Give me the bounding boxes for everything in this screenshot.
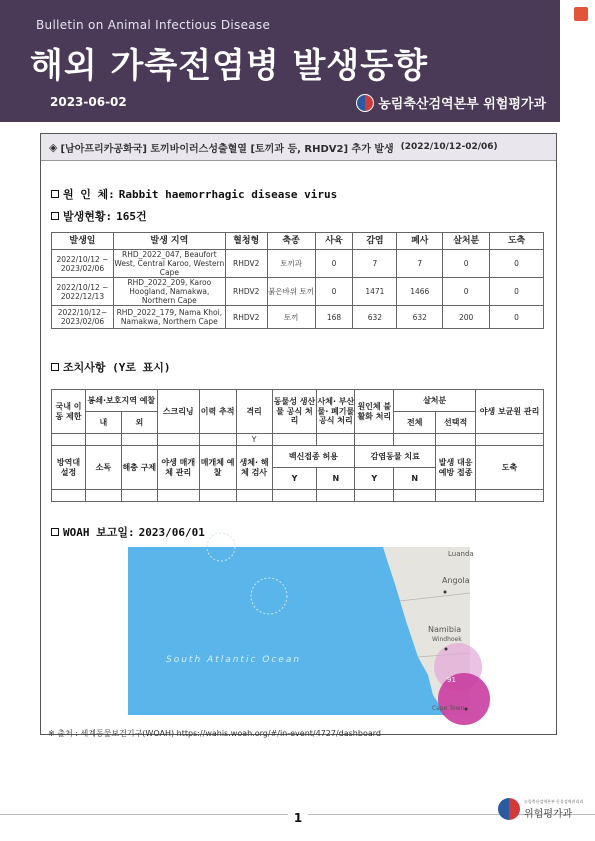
measure-header: 도축 bbox=[476, 446, 544, 490]
status-label: 발생현황: bbox=[63, 210, 113, 223]
measure-header: 해충 구제 bbox=[121, 446, 157, 490]
woah-value: 2023/06/01 bbox=[138, 525, 205, 539]
measures-table bbox=[51, 389, 544, 502]
measure-value bbox=[355, 490, 394, 502]
table-cell: 토끼 bbox=[267, 306, 315, 329]
table-cell: RHDV2 bbox=[225, 306, 267, 329]
footer-logo-title: 위험평가과 bbox=[524, 808, 573, 820]
measure-value bbox=[355, 434, 394, 446]
measures-heading bbox=[51, 359, 171, 375]
column-header: 혈청형 bbox=[225, 233, 267, 250]
table-cell: 붉은바위 토끼 bbox=[267, 278, 315, 306]
checkbox-bullet-icon bbox=[51, 363, 59, 371]
measure-value bbox=[199, 490, 236, 502]
table-cell: 0 bbox=[315, 278, 353, 306]
table-cell: RHDV2 bbox=[225, 278, 267, 306]
measures-value-row bbox=[52, 434, 544, 446]
table-row bbox=[52, 306, 544, 329]
table-cell: 0 bbox=[490, 306, 544, 329]
section-title-text: [남아프리카공화국] 토끼바이러스성출혈열 [토끼과 등, RHDV2] 추가 발생 bbox=[60, 143, 394, 155]
table-cell: 200 bbox=[443, 306, 490, 329]
outbreak-map[interactable] bbox=[128, 547, 474, 715]
corner-marker-icon bbox=[574, 7, 588, 21]
column-header: 축종 bbox=[267, 233, 315, 250]
table-cell: 2022/10/12 ~ 2023/02/06 bbox=[52, 250, 114, 278]
measure-header: 국내 이동 제한 bbox=[52, 390, 86, 434]
bulletin-title: 해외 가축전염병 발생동향 bbox=[30, 46, 428, 86]
checkbox-bullet-icon bbox=[51, 528, 59, 536]
measure-subheader: Y bbox=[355, 468, 394, 490]
table-row bbox=[52, 278, 544, 306]
measure-header: 격리 bbox=[236, 390, 272, 434]
measure-value bbox=[199, 434, 236, 446]
measure-value bbox=[52, 434, 86, 446]
measure-value bbox=[272, 490, 317, 502]
measure-subheader: N bbox=[317, 468, 355, 490]
measures-header-row-2 bbox=[52, 446, 544, 468]
source-note: ※ 출처 : 세계동물보건기구(WOAH) https://wahis.woah.org/#/in-event/4727/dashboard bbox=[48, 729, 381, 738]
table-cell: 168 bbox=[315, 306, 353, 329]
measure-header: 봉쇄·보호지역 예찰 bbox=[85, 390, 157, 412]
ocean-label: South Atlantic Ocean bbox=[166, 655, 302, 665]
bulletin-date: 2023-06-02 bbox=[50, 95, 127, 109]
measure-value bbox=[436, 434, 476, 446]
table-cell: 0 bbox=[490, 250, 544, 278]
outbreak-cluster-marker[interactable] bbox=[438, 673, 490, 725]
table-cell: 0 bbox=[315, 250, 353, 278]
table-cell: 632 bbox=[397, 306, 443, 329]
measure-header: 야생 보균원 관리 bbox=[476, 390, 544, 434]
measure-header: 방역대 설정 bbox=[52, 446, 86, 490]
footer-logo bbox=[498, 798, 583, 820]
measure-header: 살처분 bbox=[394, 390, 476, 412]
measure-value bbox=[436, 490, 476, 502]
measure-value bbox=[236, 490, 272, 502]
agency-name: 농림축산검역본부 위험평가과 bbox=[378, 97, 546, 112]
measure-value bbox=[394, 490, 436, 502]
map-label-namibia: Namibia bbox=[428, 625, 462, 634]
table-cell: RHD_2022_179, Nama Khoi, Namakwa, Northern Cape bbox=[113, 306, 225, 329]
table-header-row bbox=[52, 233, 544, 250]
map-label-luanda: Luanda bbox=[448, 550, 474, 558]
table-cell: RHD_2022_047, Beaufort West, Central Karoo, Western Cape bbox=[114, 250, 225, 277]
table-cell: 7 bbox=[397, 250, 443, 278]
measure-value: Y bbox=[236, 434, 272, 446]
measure-subheader: 내 bbox=[85, 412, 121, 434]
measures-value-row-2 bbox=[52, 490, 544, 502]
agency-logo bbox=[356, 93, 546, 112]
pathogen-line bbox=[51, 186, 337, 202]
woah-line bbox=[51, 524, 205, 540]
status-value: 165건 bbox=[116, 210, 147, 223]
measure-header: 이력 추적 bbox=[199, 390, 236, 434]
measure-value bbox=[52, 490, 86, 502]
column-header: 사육 bbox=[315, 233, 353, 250]
measure-header: 사체· 부산물· 폐기물 공식 처리 bbox=[317, 390, 355, 434]
table-cell: RHDV2 bbox=[225, 250, 267, 278]
measure-header: 생체· 해체 검사 bbox=[236, 446, 272, 490]
diamond-bullet-icon: ◈ bbox=[49, 140, 58, 154]
footer-logo-subtitle: 농림축산검역본부 동물검역관리과 bbox=[524, 798, 584, 804]
measure-value bbox=[85, 434, 121, 446]
table-cell: 1466 bbox=[397, 278, 443, 306]
pathogen-value: Rabbit haemorrhagic disease virus bbox=[118, 187, 338, 201]
table-cell: 2022/10/12 ~ 2022/12/13 bbox=[52, 278, 114, 306]
measure-value bbox=[317, 490, 355, 502]
map-graphic bbox=[128, 547, 470, 715]
page-number: 1 bbox=[288, 811, 308, 829]
measure-header: 스크리닝 bbox=[157, 390, 199, 434]
government-emblem-icon bbox=[356, 94, 374, 112]
table-cell: 632 bbox=[353, 306, 397, 329]
map-label-capetown: Cape Town bbox=[432, 705, 465, 712]
table-cell: 7 bbox=[353, 250, 397, 278]
status-line bbox=[51, 208, 147, 224]
measures-header-row bbox=[52, 390, 544, 412]
measures-label: 조치사항 (Y로 표시) bbox=[63, 361, 171, 374]
measure-header: 소독 bbox=[85, 446, 121, 490]
column-header: 발생일 bbox=[52, 233, 114, 250]
column-header: 발생 지역 bbox=[113, 233, 225, 250]
column-header: 감염 bbox=[353, 233, 397, 250]
measure-value bbox=[85, 490, 121, 502]
map-label-windhoek: Windhoek bbox=[432, 636, 462, 643]
measure-value bbox=[121, 490, 157, 502]
table-cell: 0 bbox=[443, 278, 490, 306]
measure-header: 백신접종 허용 bbox=[272, 446, 355, 468]
table-cell: 1471 bbox=[353, 278, 397, 306]
checkbox-bullet-icon bbox=[51, 212, 59, 220]
measure-value bbox=[121, 434, 157, 446]
measure-value bbox=[394, 434, 436, 446]
header-banner bbox=[0, 0, 560, 122]
map-label-angola: Angola bbox=[442, 576, 470, 585]
outbreak-report-box bbox=[40, 133, 557, 735]
pathogen-label: 원 인 체: bbox=[63, 188, 115, 201]
measure-header: 발생 대응 예방 접종 bbox=[436, 446, 476, 490]
measure-value bbox=[476, 434, 544, 446]
measure-value bbox=[317, 434, 355, 446]
section-title bbox=[41, 134, 556, 161]
table-cell: 2022/10/12~ 2023/02/06 bbox=[52, 306, 114, 329]
column-header: 살처분 bbox=[443, 233, 490, 250]
woah-label: WOAH 보고일: bbox=[63, 526, 135, 539]
outbreak-table bbox=[51, 232, 544, 329]
measure-value bbox=[157, 434, 199, 446]
section-period: (2022/10/12-02/06) bbox=[400, 142, 498, 152]
column-header: 폐사 bbox=[397, 233, 443, 250]
measure-header: 매개체 예찰 bbox=[199, 446, 236, 490]
measure-header: 원인체 불활화 처리 bbox=[355, 390, 394, 434]
table-cell: 토끼과 bbox=[267, 250, 315, 278]
measure-value bbox=[476, 490, 544, 502]
cluster-count-label: 91 bbox=[447, 676, 456, 684]
table-cell: 0 bbox=[490, 278, 544, 306]
measure-header: 야생 매개체 관리 bbox=[157, 446, 199, 490]
table-cell: 0 bbox=[443, 250, 490, 278]
measure-subheader: 외 bbox=[121, 412, 157, 434]
table-cell: RHD_2022_209, Karoo Hoogland, Namakwa, Northern Cape bbox=[113, 278, 225, 306]
measure-subheader: N bbox=[394, 468, 436, 490]
measure-subheader: Y bbox=[272, 468, 317, 490]
table-row bbox=[52, 250, 544, 278]
measure-value bbox=[272, 434, 317, 446]
footer-emblem-icon bbox=[498, 798, 520, 820]
checkbox-bullet-icon bbox=[51, 190, 59, 198]
measure-subheader: 선택적 bbox=[436, 412, 476, 434]
bulletin-subtitle: Bulletin on Animal Infectious Disease bbox=[36, 18, 271, 32]
measure-value bbox=[157, 490, 199, 502]
column-header: 도축 bbox=[490, 233, 544, 250]
measure-header: 감염동물 치료 bbox=[355, 446, 436, 468]
measure-subheader: 전체 bbox=[394, 412, 436, 434]
measure-header: 동물성 생산물 공식 처리 bbox=[272, 390, 317, 434]
